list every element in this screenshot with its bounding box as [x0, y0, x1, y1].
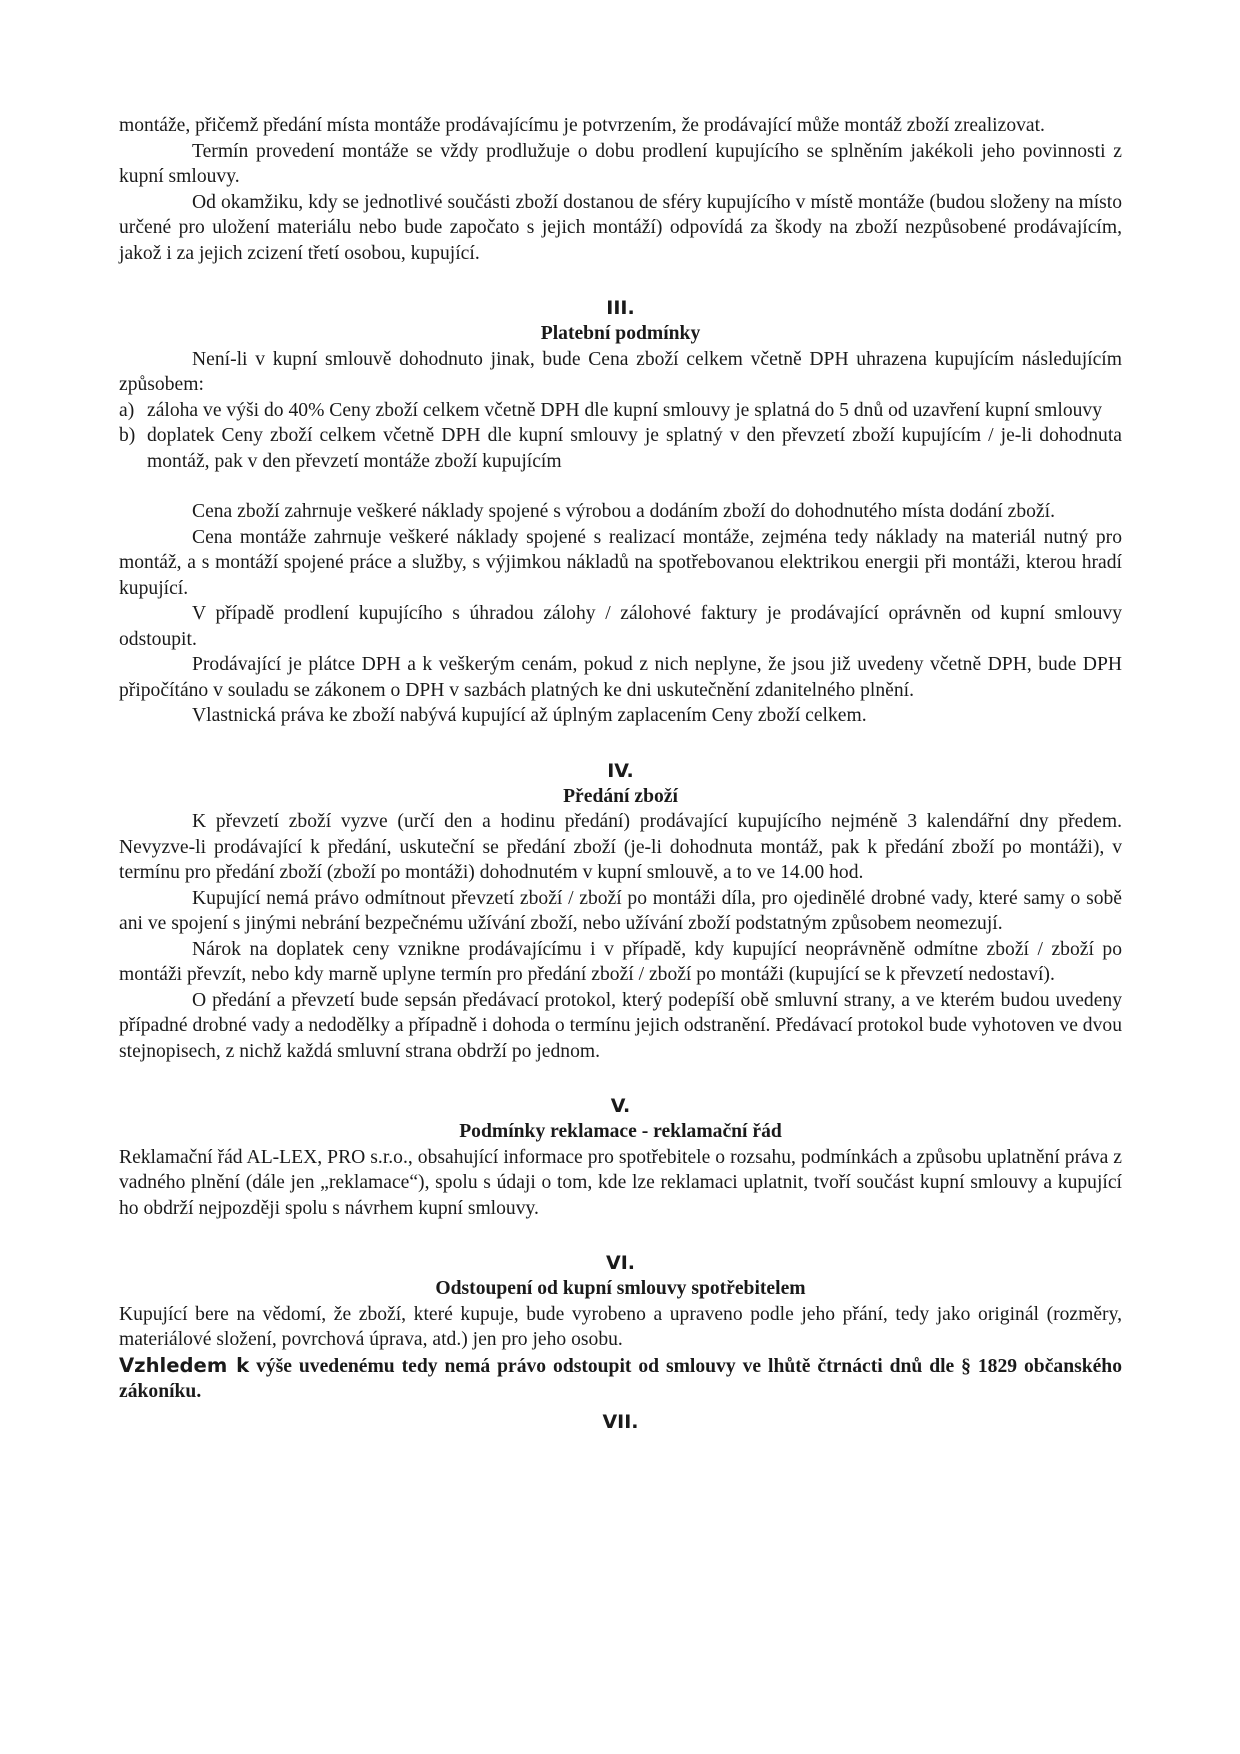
section-paragraph: Nárok na doplatek ceny vznikne prodávajícímu i v případě, kdy kupující neoprávněně odmítne zboží / zboží po montáži převzít, nebo kdy marně uplyne termín pro předání zboží / zboží po montáži (kupující se k převzetí nedostaví). [119, 938, 1122, 985]
intro-paragraph: montáže, přičemž předání místa montáže prodávajícímu je potvrzením, že prodávající může montáž zboží zrealizovat. [119, 115, 1045, 136]
section-title: Podmínky reklamace - reklamační řád [459, 1121, 782, 1142]
section-number: V. [610, 1095, 631, 1117]
section-paragraph: Vlastnická práva ke zboží nabývá kupující až úplným zaplacením Ceny zboží celkem. [192, 705, 867, 726]
section-paragraph: Není-li v kupní smlouvě dohodnuto jinak, bude Cena zboží celkem včetně DPH uhrazena kupujícím následujícím způsobem: [119, 348, 1122, 395]
list-text: doplatek Ceny zboží celkem včetně DPH dle kupní smlouvy je splatný v den převzetí zboží kupujícím / je-li dohodnuta montáž, pak v den převzetí montáže zboží kupujícím [147, 425, 1122, 472]
section-paragraph: O předání a převzetí bude sepsán předávací protokol, který podepíší obě smluvní strany, a ve kterém budou uvedeny případné drobné vady a nedodělky a případně i dohoda o termínu jejich odstranění. Předávací protokol bude vyhotoven ve dvou stejnopisech, z nichž každá smluvní strana obdrží po jednom. [119, 989, 1122, 1062]
section-paragraph: V případě prodlení kupujícího s úhradou zálohy / zálohové faktury je prodávající oprávněn od kupní smlouvy odstoupit. [119, 603, 1122, 650]
section-paragraph-bold [119, 1353, 1122, 1405]
intro-paragraph: Od okamžiku, kdy se jednotlivé součásti zboží dostanou de sféry kupujícího v místě montáže (budou složeny na místo určené pro uložení materiálu nebo bude započato s jejich montáží) odpovídá za škody na zboží nezpůsobené prodávajícím, jakož i za jejich zcizení třetí osobou, kupující. [119, 191, 1122, 264]
spacer [119, 474, 1122, 499]
section-title: Platební podmínky [540, 323, 701, 344]
list-marker: a) [119, 399, 135, 421]
section-paragraph: K převzetí zboží vyzve (určí den a hodinu předání) prodávající kupujícího nejméně 3 kalendářní dny předem. Nevyzve-li prodávající k předání, uskuteční se předání zboží (je-li dohodnuta montáž, pak k předání zboží po montáži), v termínu pro předání zboží (zboží po montáži) dohodnutém v kupní smlouvě, a to ve 14.00 hod. [119, 811, 1122, 883]
spacer [119, 1064, 1122, 1089]
section-paragraph: Prodávající je plátce DPH a k veškerým cenám, pokud z nich neplyne, že jsou již uvedeny včetně DPH, bude DPH připočítáno v souladu se zákonem o DPH v sazbách platných ke dni uskutečnění zdanitelného plnění. [119, 654, 1122, 701]
list-marker: b) [119, 425, 136, 446]
section-number: VII. [602, 1410, 639, 1433]
spacer [119, 729, 1122, 754]
document-page [119, 113, 1122, 1435]
section-title: Odstoupení od kupní smlouvy spotřebitelem [435, 1278, 806, 1299]
section-paragraph: Cena montáže zahrnuje veškeré náklady spojené s realizací montáže, zejména tedy náklady na materiál nutný pro montáž, a s montáží spojené práce a služby, s výjimkou nákladů na spotřebovanou elektrikou energii při montáži, kterou hradí kupující. [119, 526, 1122, 599]
section-paragraph: Kupující bere na vědomí, že zboží, které kupuje, bude vyrobeno a upraveno podle jeho přání, tedy jako originál (rozměry, materiálové složení, povrchová úprava, atd.) jen pro jeho osobu. [119, 1303, 1122, 1350]
section-number: IV. [607, 759, 634, 782]
intro-paragraph: Termín provedení montáže se vždy prodlužuje o dobu prodlení kupujícího se splněním jakékoli jeho povinnosti z kupní smlouvy. [119, 140, 1122, 187]
section-paragraph: Cena zboží zahrnuje veškeré náklady spojené s výrobou a dodáním zboží do dohodnutého místa dodání zboží. [192, 501, 1055, 522]
section-number: III. [606, 297, 635, 319]
section-paragraph: Kupující nemá právo odmítnout převzetí zboží / zboží po montáži díla, pro ojedinělé drobné vady, které samy o sobě ani ve spojení s jinými nebrání bezpečnému užívání zboží, nebo užívání zboží podstatným způsobem neomezují. [119, 887, 1122, 934]
bold-rest-text: výše uvedenému tedy nemá právo odstoupit od smlouvy ve lhůtě čtrnácti dnů dle § 1829 občanského zákoníku. [119, 1355, 1122, 1402]
spacer [119, 266, 1122, 291]
section-number: VI. [606, 1252, 635, 1274]
spacer [119, 1221, 1122, 1246]
section-paragraph: Reklamační řád AL-LEX, PRO s.r.o., obsahující informace pro spotřebitele o rozsahu, podmínkách a způsobu uplatnění práva z vadného plnění (dále jen „reklamace“), spolu s údaji o tom, kde lze reklamaci uplatnit, tvoří součást kupní smlouvy a kupující ho obdrží nejpozději spolu s návrhem kupní smlouvy. [119, 1146, 1122, 1219]
list-text: záloha ve výši do 40% Ceny zboží celkem včetně DPH dle kupní smlouvy je splatná do 5 dnů od uzavření kupní smlouvy [147, 399, 1103, 421]
section-title: Předání zboží [563, 785, 678, 807]
list-item [119, 423, 1122, 474]
list-item [119, 398, 1122, 424]
bold-lead-text: Vzhledem k [119, 1353, 250, 1377]
